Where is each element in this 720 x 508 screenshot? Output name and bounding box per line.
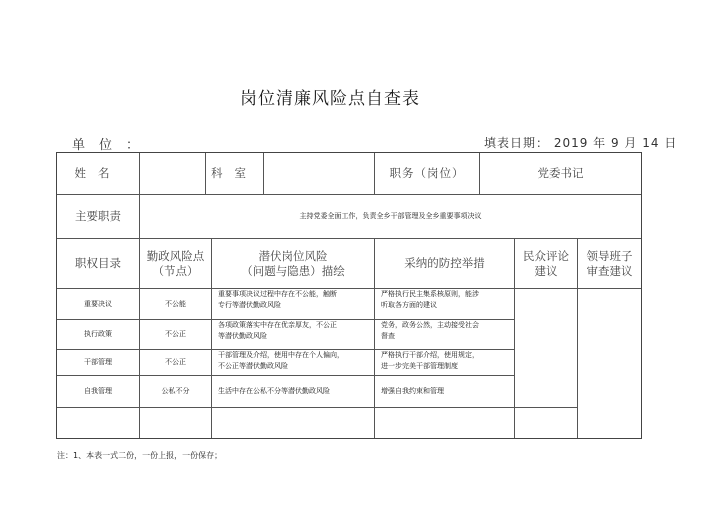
column-header-risk-point-line2: （节点） bbox=[152, 263, 199, 278]
public-comment-blank-row[interactable] bbox=[514, 407, 577, 438]
column-header-public-comment-line1: 民众评论 bbox=[523, 249, 569, 264]
row2-risk-point: 不公正 bbox=[139, 319, 211, 349]
name-label: 姓名 bbox=[74, 166, 122, 181]
row1-authority: 重要决议 bbox=[57, 288, 139, 319]
row1-risk-point: 不公能 bbox=[139, 288, 211, 319]
row3-measures-line2: 进一步完美干部管理制度 bbox=[381, 361, 458, 370]
page-title: 岗位清廉风险点自查表 bbox=[240, 89, 420, 109]
column-header-risk-point-line1: 勤政风险点 bbox=[146, 249, 205, 264]
row4-risk-description: 生活中存在公私不分等潜伏勤政风险 bbox=[211, 375, 374, 407]
column-header-measures: 采纳的防控举措 bbox=[374, 238, 514, 288]
row3-measures bbox=[374, 349, 514, 375]
duties-value: 主持党委全面工作，负责全乡干部管理及全乡重要事项决议 bbox=[139, 194, 641, 238]
column-header-public-comment bbox=[514, 238, 577, 288]
row3-risk-description bbox=[211, 349, 374, 375]
row3-risk-point: 不公正 bbox=[139, 349, 211, 375]
row1-risk-description-line2: 专行等潜伏勤政风险 bbox=[218, 300, 281, 309]
row2-risk-description-line2: 等潜伏勤政风险 bbox=[218, 331, 267, 340]
row5-risk-point bbox=[139, 407, 211, 438]
column-header-risk-description-line1: 潜伏岗位风险 bbox=[258, 249, 328, 264]
column-header-leadership-review-line1: 领导班子 bbox=[586, 249, 633, 264]
column-header-leadership-review-line2: 审查建议 bbox=[586, 263, 633, 278]
row1-measures-line2: 听取各方面的建议 bbox=[381, 300, 437, 309]
column-header-public-comment-line2: 建议 bbox=[534, 263, 558, 278]
row1-measures bbox=[374, 288, 514, 319]
row4-risk-point: 公私不分 bbox=[139, 375, 211, 407]
fill-date: 填表日期： 2019 年 9 月 14 日 bbox=[484, 136, 678, 150]
column-header-risk-description bbox=[211, 238, 374, 288]
row2-risk-description-line1: 各项政策落实中存在优亲厚友，不公正 bbox=[218, 321, 337, 329]
position-label: 职务（岗位） bbox=[374, 153, 479, 194]
row2-authority: 执行政策 bbox=[57, 319, 139, 349]
dept-field[interactable] bbox=[263, 153, 374, 194]
dept-label: 科室 bbox=[205, 153, 263, 194]
column-header-risk-description-line2: （问题与隐患）描绘 bbox=[241, 263, 345, 278]
public-comment-area[interactable] bbox=[514, 288, 577, 407]
row2-measures-line2: 督查 bbox=[381, 331, 395, 340]
duties-label: 主要职责 bbox=[57, 194, 139, 238]
row4-measures: 增强自我约束和管理 bbox=[374, 375, 514, 407]
row2-measures-line1: 党务，政务公然，主动接受社会 bbox=[381, 321, 479, 329]
column-header-leadership-review bbox=[577, 238, 641, 288]
column-header-risk-point bbox=[139, 238, 211, 288]
row2-risk-description bbox=[211, 319, 374, 349]
row2-measures bbox=[374, 319, 514, 349]
row1-risk-description bbox=[211, 288, 374, 319]
row3-risk-description-line2: 不公正等潜伏勤政风险 bbox=[218, 361, 288, 370]
row1-risk-description-line1: 重要事项决议过程中存在不公能，触断 bbox=[218, 290, 337, 298]
row3-measures-line1: 严格执行干部介绍，使用规定， bbox=[381, 351, 479, 359]
unit-label: 单位： bbox=[72, 138, 154, 153]
row1-measures-line1: 严格执行民主集系核原则，能涉 bbox=[381, 290, 479, 298]
self-check-table bbox=[56, 152, 642, 439]
footnote: 注：1、本表一式二份，一份上报，一份保存； bbox=[57, 451, 223, 460]
row5-measures bbox=[374, 407, 514, 438]
column-header-authority: 职权目录 bbox=[57, 238, 139, 288]
row5-risk-description bbox=[211, 407, 374, 438]
row3-authority: 干部管理 bbox=[57, 349, 139, 375]
position-field[interactable]: 党委书记 bbox=[479, 153, 641, 194]
name-field[interactable] bbox=[139, 153, 205, 194]
leadership-review-area[interactable] bbox=[577, 288, 641, 438]
row3-risk-description-line1: 干部管理及介绍，使用中存在个人偏向， bbox=[218, 351, 344, 359]
row4-authority: 自我管理 bbox=[57, 375, 139, 407]
row5-authority bbox=[57, 407, 139, 438]
